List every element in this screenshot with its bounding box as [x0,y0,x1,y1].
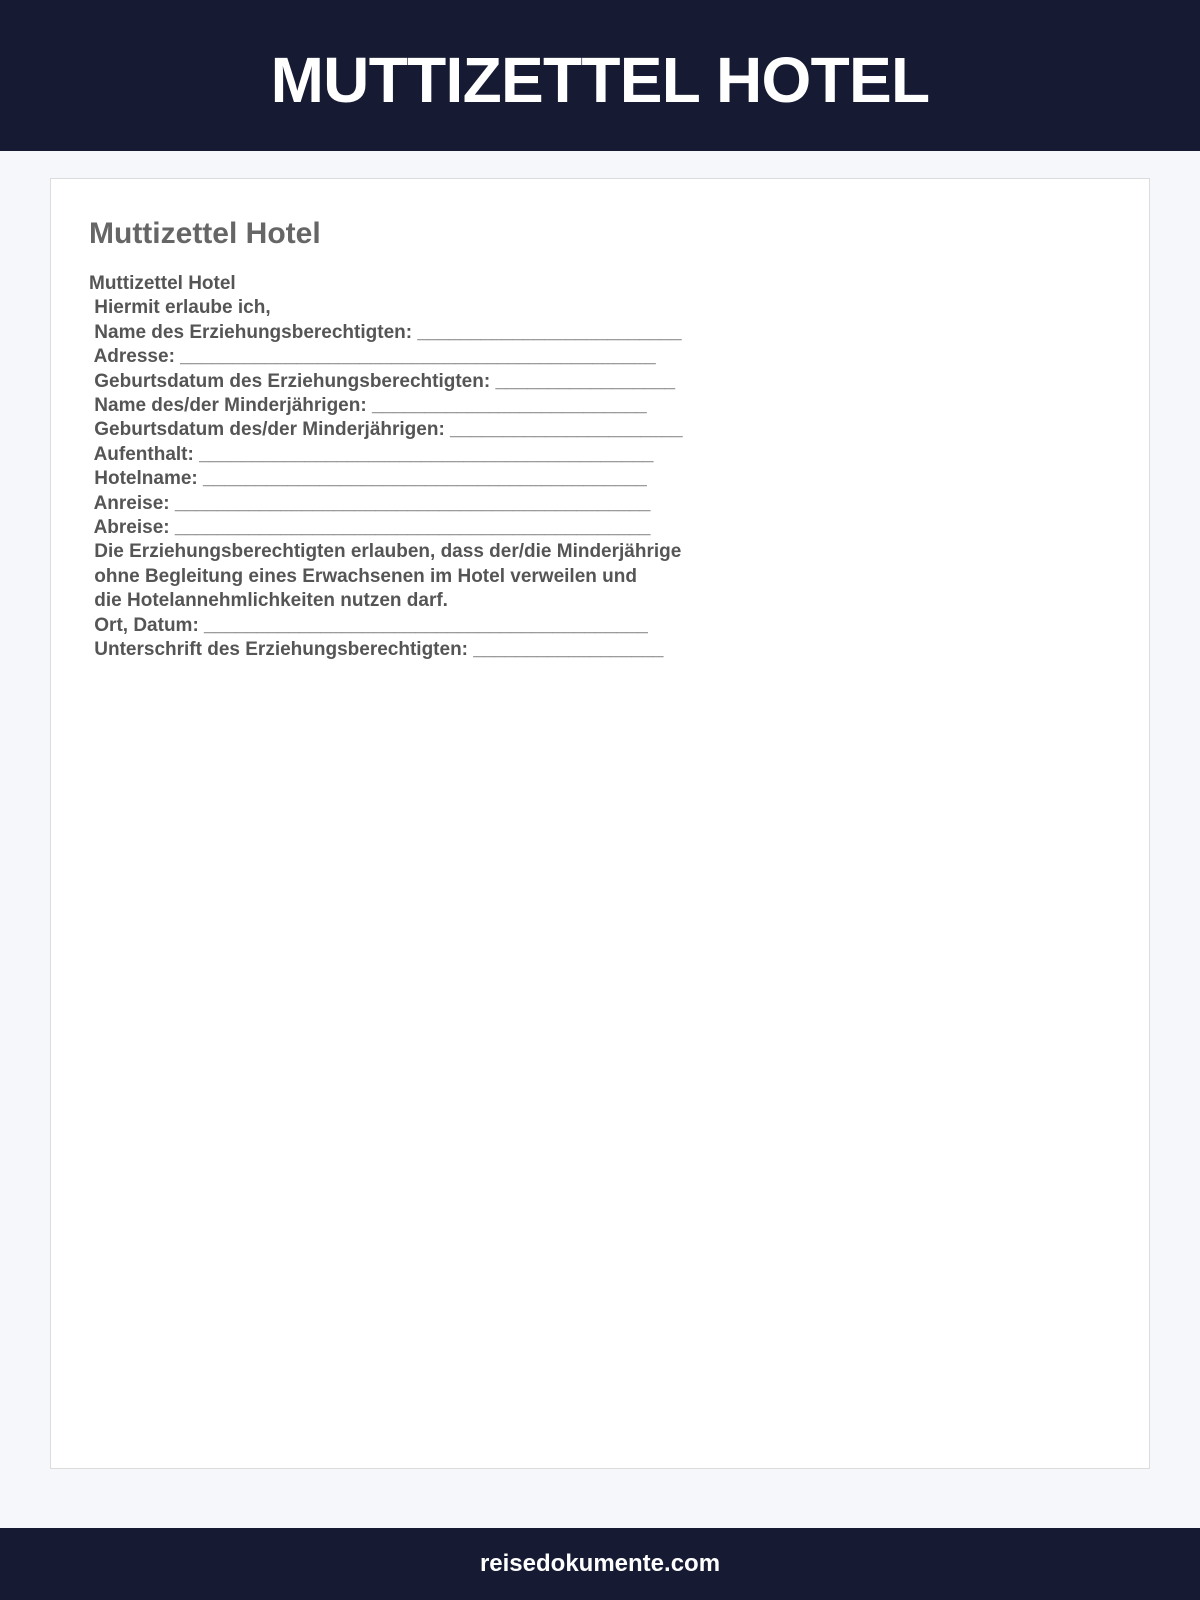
document-line-intro: Hiermit erlaube ich, [89,297,271,319]
document-line-permission-2: ohne Begleitung eines Erwachsenen im Hotel verweilen und [89,565,637,587]
document-line-signature: Unterschrift des Erziehungsberechtigten: __________________ [89,639,664,661]
document-line-hotel-name: Hotelname: __________________________________________ [89,468,647,490]
page-header [0,0,1200,151]
document-line-minor-birthdate: Geburtsdatum des/der Minderjährigen: ______________________ [89,419,683,441]
document-line-address: Adresse: _____________________________________________ [89,346,656,368]
document-card [50,178,1150,1469]
page-title: MUTTIZETTEL HOTEL [270,43,930,116]
document-body [89,272,1111,663]
document-line-stay: Aufenthalt: ___________________________________________ [89,443,654,465]
document-line-guardian-name: Name des Erziehungsberechtigten: _________________________ [89,321,682,343]
page-footer [0,1528,1200,1600]
document-heading: Muttizettel Hotel [89,217,321,250]
document-line-minor-name: Name des/der Minderjährigen: __________________________ [89,395,647,417]
document-line-permission-3: die Hotelannehmlichkeiten nutzen darf. [89,590,448,612]
document-line-arrival: Anreise: _____________________________________________ [89,492,651,514]
document-line-guardian-birthdate: Geburtsdatum des Erziehungsberechtigten: _________________ [89,370,676,392]
document-line-departure: Abreise: _____________________________________________ [89,517,651,539]
document-line-title: Muttizettel Hotel [89,273,236,294]
document-line-permission-1: Die Erziehungsberechtigten erlauben, dass der/die Minderjährige [89,541,682,563]
document-line-place-date: Ort, Datum: __________________________________________ [89,614,648,636]
footer-site-domain: reisedokumente.com [479,1550,721,1577]
